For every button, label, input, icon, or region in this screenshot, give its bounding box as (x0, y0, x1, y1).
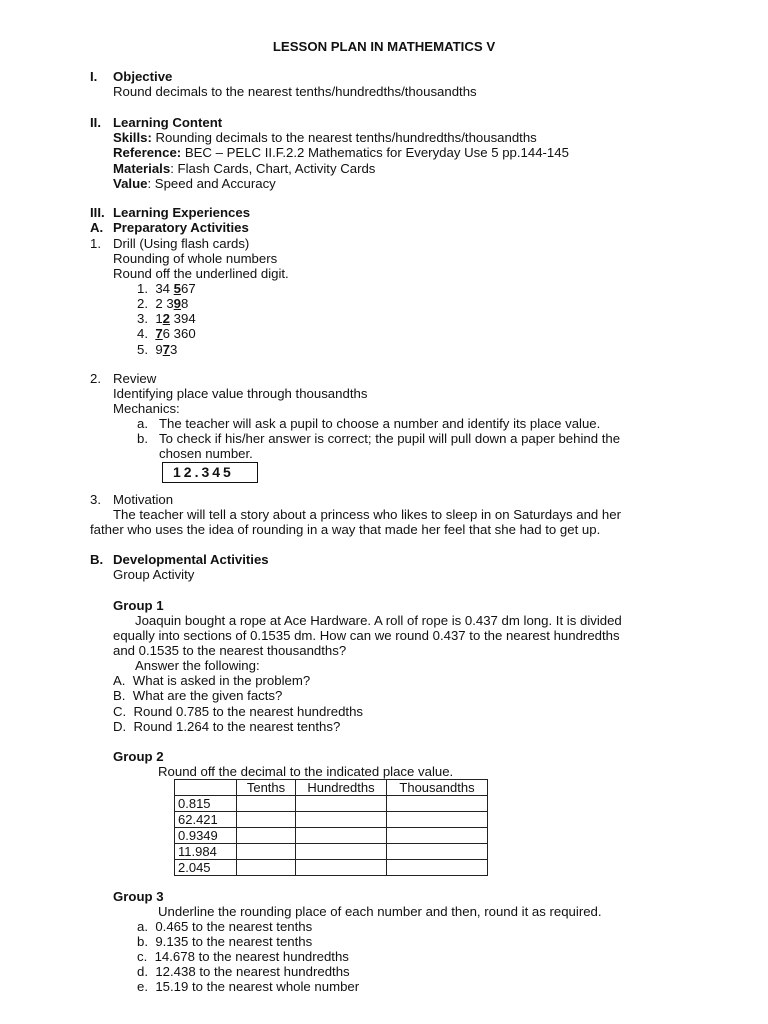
learning-experiences-heading: Learning Experiences (113, 205, 251, 220)
table-cell: 2.045 (175, 860, 237, 876)
motivation-title: Motivation (113, 492, 174, 507)
learning-content-heading: Learning Content (113, 115, 223, 130)
preparatory-heading: Preparatory Activities (113, 220, 249, 235)
page-title: LESSON PLAN IN MATHEMATICS V (272, 39, 496, 54)
exercise-item: d. 12.438 to the nearest hundredths (137, 964, 350, 979)
problem-line: Joaquin bought a rope at Ace Hardware. A roll of rope is 0.437 dm long. It is divided (135, 613, 622, 628)
drill-line: Rounding of whole numbers (113, 251, 278, 266)
skills-text: Rounding decimals to the nearest tenths/hundredths/thousandths (155, 130, 537, 145)
mechanics-letter: b. (137, 431, 148, 446)
value-line (113, 176, 276, 192)
skills-label: Skills: (113, 130, 152, 145)
table-cell: 0.815 (175, 796, 237, 812)
drill-item: 1. 34 567 (137, 281, 196, 296)
group-instruction: Underline the rounding place of each number and then, round it as required. (158, 904, 602, 919)
underlined-digit: 2 (162, 311, 171, 326)
rounding-table (174, 779, 488, 876)
table-cell: 11.984 (175, 844, 237, 860)
skills-line (113, 130, 537, 146)
reference-line (113, 145, 569, 161)
underlined-digit: 5 (173, 281, 182, 296)
review-line: Identifying place value through thousandths (113, 386, 368, 401)
materials-text: : Flash Cards, Chart, Activity Cards (170, 161, 376, 176)
value-label: Value (113, 176, 148, 191)
review-line: Mechanics: (113, 401, 180, 416)
mechanics-letter: a. (137, 416, 148, 431)
mechanics-item: The teacher will ask a pupil to choose a number and identify its place value. (159, 416, 601, 431)
group-instruction: Round off the decimal to the indicated place value. (158, 764, 454, 779)
item-number: 2. (90, 371, 101, 386)
problem-line: and 0.1535 to the nearest thousandths? (113, 643, 347, 658)
section-number: I. (90, 69, 98, 84)
mechanics-item: chosen number. (159, 446, 253, 461)
group-heading: Group 2 (113, 749, 164, 764)
table-header: Tenths (237, 780, 296, 796)
item-number: 1. (90, 236, 101, 251)
developmental-heading: Developmental Activities (113, 552, 269, 567)
materials-label: Materials (113, 161, 171, 176)
underlined-digit: 9 (173, 296, 182, 311)
motivation-line: father who uses the idea of rounding in a way that made her feel that she had to get up. (90, 522, 601, 537)
drill-item: 3. 12 394 (137, 311, 196, 326)
table-row (175, 796, 488, 812)
reference-text: BEC – PELC II.F.2.2 Mathematics for Everyday Use 5 pp.144-145 (184, 145, 569, 160)
question-item: D. Round 1.264 to the nearest tenths? (113, 719, 341, 734)
table-cell: 0.9349 (175, 828, 237, 844)
group-activity-label: Group Activity (113, 567, 195, 582)
section-number: II. (90, 115, 101, 130)
objective-text: Round decimals to the nearest tenths/hundredths/thousandths (113, 84, 477, 99)
materials-line (113, 161, 375, 177)
underlined-digit: 7 (162, 342, 171, 357)
group-heading: Group 3 (113, 889, 164, 904)
exercise-item: a. 0.465 to the nearest tenths (137, 919, 313, 934)
table-header: Hundredths (296, 780, 387, 796)
table-row (175, 828, 488, 844)
question-item: B. What are the given facts? (113, 688, 283, 703)
table-header-row (175, 780, 488, 796)
drill-item: 2. 2 398 (137, 296, 189, 311)
table-header: Thousandths (387, 780, 488, 796)
objective-heading: Objective (113, 69, 173, 84)
question-item: A. What is asked in the problem? (113, 673, 311, 688)
underlined-digit: 7 (155, 326, 163, 341)
drill-item: 4. 76 360 (137, 326, 196, 341)
item-number: 3. (90, 492, 101, 507)
table-row (175, 844, 488, 860)
subsection-letter: A. (90, 220, 104, 235)
exercise-item: b. 9.135 to the nearest tenths (137, 934, 313, 949)
table-header (175, 780, 237, 796)
subsection-letter: B. (90, 552, 104, 567)
table-row (175, 860, 488, 876)
drill-title: Drill (Using flash cards) (113, 236, 250, 251)
exercise-item: e. 15.19 to the nearest whole number (137, 979, 360, 994)
group-heading: Group 1 (113, 598, 164, 613)
value-text: : Speed and Accuracy (147, 176, 276, 191)
mechanics-item: To check if his/her answer is correct; the pupil will pull down a paper behind the (159, 431, 621, 446)
problem-line: equally into sections of 0.1535 dm. How can we round 0.437 to the nearest hundredths (113, 628, 620, 643)
table-row (175, 812, 488, 828)
motivation-line: The teacher will tell a story about a princess who likes to sleep in on Saturdays and her (113, 507, 621, 522)
problem-line: Answer the following: (135, 658, 260, 673)
exercise-item: c. 14.678 to the nearest hundredths (137, 949, 349, 964)
number-card: 12.345 (162, 462, 258, 483)
table-cell: 62.421 (175, 812, 237, 828)
drill-line: Round off the underlined digit. (113, 266, 289, 281)
question-item: C. Round 0.785 to the nearest hundredths (113, 704, 364, 719)
review-title: Review (113, 371, 157, 386)
section-number: III. (90, 205, 105, 220)
reference-label: Reference: (113, 145, 182, 160)
drill-item: 5. 973 (137, 342, 178, 357)
